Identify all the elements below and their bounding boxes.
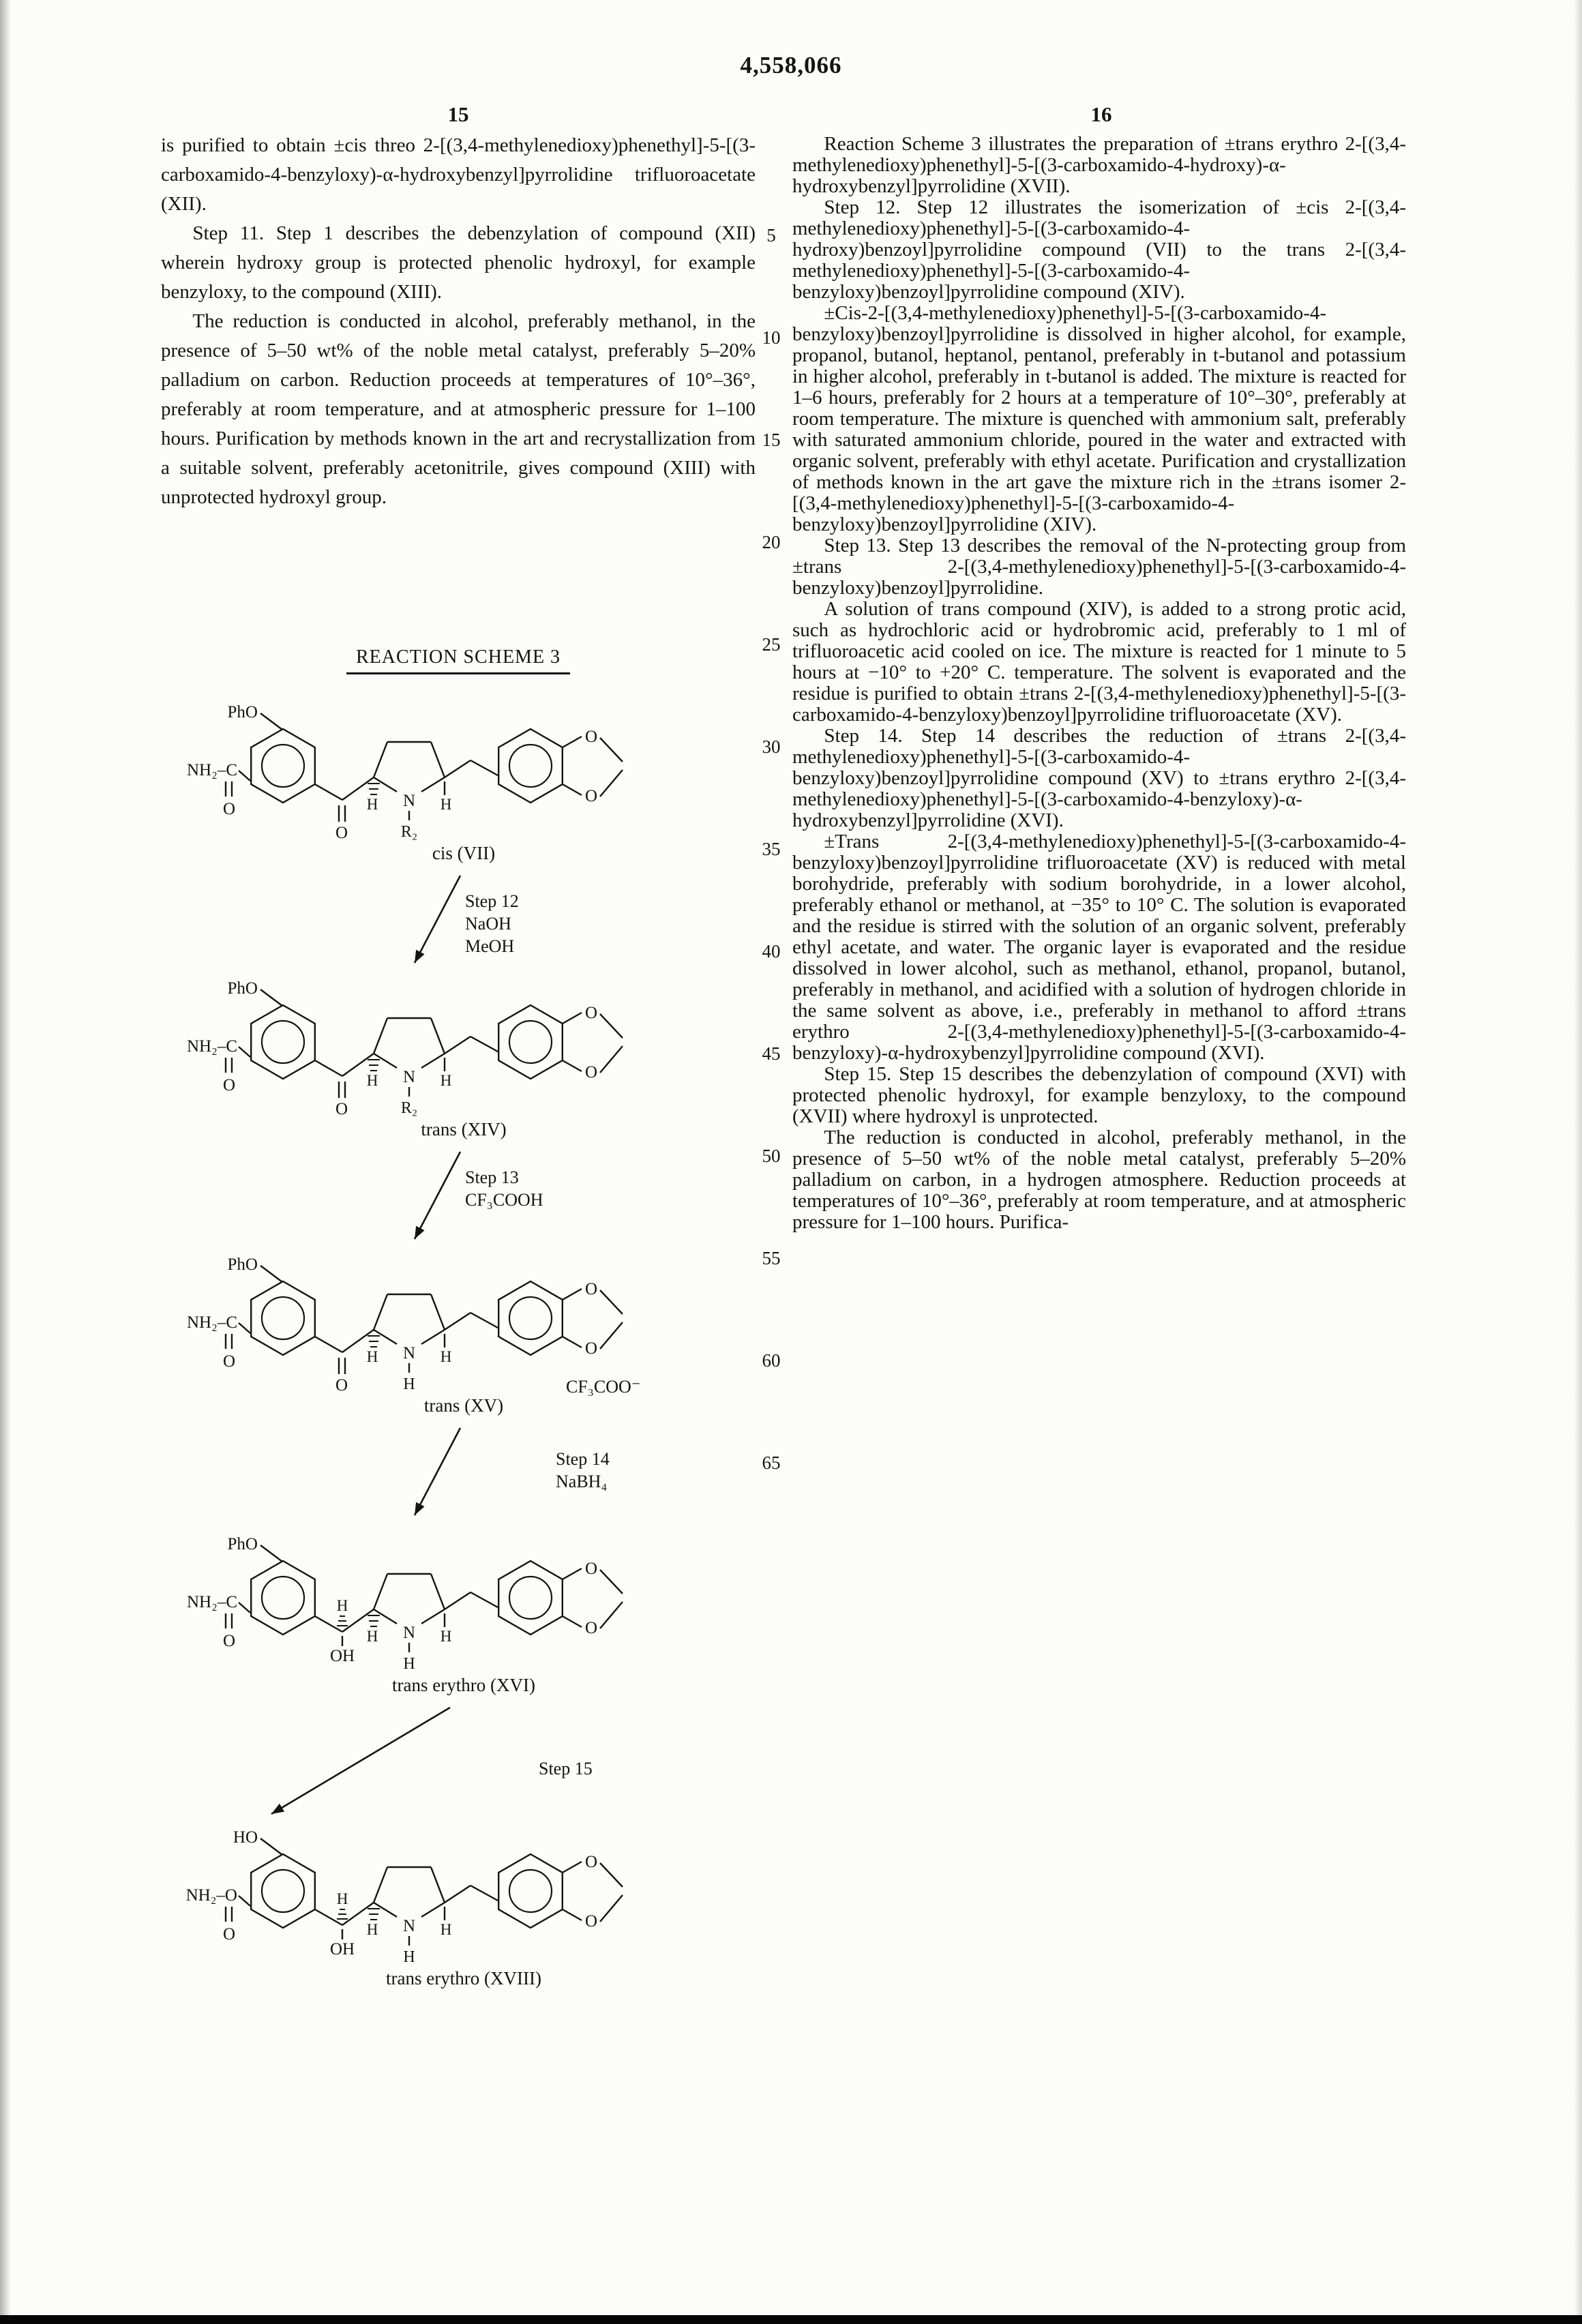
page-edge-shadow-right: [1574, 0, 1582, 2324]
bond: [415, 876, 460, 963]
nitrogen-label: N: [402, 1344, 416, 1362]
n-substituent-label: H: [403, 1948, 415, 1966]
bond: [471, 1886, 499, 1901]
paragraph: A solution of trans compound (XIV), is added to a strong protic acid, such as hydrochloric acid or hydrobromic acid, preferably to 1 ml of trifluoroacetic acid cooled on ice. The mixture is reacted for 1 minute to 5 hours at −10° to +20° C. temperature. The solvent is evaporated and the residue is purified to obtain ±trans 2-[(3,4-methylenedioxy)phenethyl]-5-[(3-carboxamido-4-benzyloxy)benzoyl]pyrrolidine trifluoroacetate (XV).: [792, 598, 1406, 726]
aromatic-circle: [262, 1870, 304, 1912]
bond: [421, 1054, 445, 1068]
step-label: NaOH: [465, 914, 511, 934]
bond: [260, 713, 282, 730]
bond: [415, 1152, 460, 1239]
atom-label: O: [585, 1004, 598, 1022]
right-column: [792, 134, 1406, 1233]
paragraph: Step 11. Step 1 describes the debenzylation of compound (XII) wherein hydroxy group is protected phenolic hydroxyl, for example benzyloxy, to the compound (XIII).: [161, 222, 756, 303]
structure-caption: trans (XV): [423, 1395, 504, 1416]
aromatic-circle: [262, 1577, 304, 1619]
bond: [374, 1018, 387, 1054]
structure-caption: trans (XIV): [421, 1119, 507, 1139]
bond: [374, 742, 387, 777]
step-label: Step 14: [556, 1449, 610, 1469]
line-number: 15: [762, 430, 781, 450]
benzene-ring: [498, 729, 563, 803]
bond: [445, 1592, 471, 1609]
nitrogen-label: N: [402, 792, 416, 810]
bond: [563, 1909, 582, 1920]
benzene-ring: [498, 1281, 563, 1355]
bond: [260, 1838, 282, 1855]
atom-label: O: [585, 1912, 598, 1931]
aromatic-circle: [509, 1297, 552, 1339]
step-label: MeOH: [465, 936, 515, 956]
n-substituent-label: H: [403, 1655, 415, 1673]
reaction-scheme-drawing: [157, 681, 757, 2017]
bond: [445, 1037, 471, 1054]
bond: [260, 1545, 282, 1562]
substituent-label: NH₂–C: [187, 1593, 237, 1611]
bond: [471, 760, 499, 776]
aromatic-circle: [262, 1297, 304, 1339]
bond: [600, 1570, 623, 1594]
atom-label: O: [585, 1560, 598, 1578]
bond: [315, 1909, 342, 1925]
scheme-structure-5: [186, 1828, 623, 1988]
line-number: 40: [762, 941, 781, 962]
aromatic-circle: [509, 1870, 552, 1912]
bond: [415, 1428, 460, 1515]
benzene-ring: [498, 1005, 563, 1079]
line-number: 5: [766, 225, 776, 245]
bond: [431, 742, 445, 777]
bond: [563, 784, 582, 795]
atom-label: H: [366, 1348, 378, 1365]
atom-label: O: [222, 1352, 236, 1371]
paragraph: Reaction Scheme 3 illustrates the preparation of ±trans erythro 2-[(3,4-methylenedioxy)phenethyl]-5-[(3-carboxamido-4-hydroxy)-α-hydroxybenzyl]pyrrolidine (XVII).: [792, 133, 1406, 197]
aromatic-circle: [509, 1577, 552, 1619]
structure-caption: trans erythro (XVI): [392, 1675, 535, 1695]
benzene-ring: [251, 1854, 315, 1928]
bond: [260, 989, 282, 1006]
paragraph: Step 13. Step 13 describes the removal of the N-protecting group from ±trans 2-[(3,4-methylenedioxy)phenethyl]-5-[(3-carboxamido-4-benzyloxy)benzoyl]pyrrolidine.: [792, 535, 1406, 599]
atom-label: H: [440, 1072, 452, 1089]
benzene-ring: [498, 1854, 563, 1928]
bond: [600, 1046, 623, 1073]
bond: [600, 1602, 623, 1628]
scheme-structure-4: [187, 1535, 623, 1695]
n-substituent-label: R₂: [400, 1099, 418, 1117]
paragraph: Step 15. Step 15 describes the debenzylation of compound (XVI) with protected phenolic hydroxyl, for example benzyloxy, to the compound (XVII) where hydroxyl is unprotected.: [792, 1063, 1406, 1127]
line-number: 25: [762, 634, 781, 655]
bond: [600, 1322, 623, 1349]
scheme-structure-3: [187, 1255, 640, 1416]
aromatic-circle: [262, 745, 304, 787]
bond: [431, 1018, 445, 1054]
atom-label: OH: [329, 1647, 355, 1665]
bond: [600, 1863, 623, 1887]
bond: [563, 1337, 582, 1347]
atom-label: H: [336, 1597, 348, 1614]
column-number-right: 16: [1090, 102, 1112, 126]
bond: [471, 1037, 499, 1052]
atom-label: H: [366, 796, 378, 813]
atom-label: H: [366, 1628, 378, 1645]
atom-label: H: [440, 1348, 452, 1365]
step-label: CF₃COOH: [465, 1190, 543, 1210]
benzene-ring: [498, 1561, 563, 1635]
bond: [315, 1060, 342, 1076]
n-substituent-label: H: [403, 1375, 415, 1393]
atom-label: O: [585, 1619, 598, 1637]
bond: [431, 1867, 445, 1903]
atom-label: H: [366, 1921, 378, 1938]
patent-number: 4,558,066: [740, 52, 842, 78]
aromatic-circle: [509, 745, 552, 787]
bond: [315, 1337, 342, 1352]
bond: [445, 1313, 471, 1330]
bond: [374, 1294, 387, 1330]
substituent-label: PhO: [227, 703, 258, 721]
line-number: 10: [762, 327, 781, 348]
substituent-label: NH₂–C: [187, 1037, 237, 1056]
scheme-structure-2: [187, 979, 623, 1139]
atom-label: H: [336, 1890, 348, 1907]
bond: [563, 1862, 582, 1873]
bond: [445, 760, 471, 777]
substituent-label: PhO: [227, 1535, 258, 1553]
page-edge-shadow-left: [0, 0, 11, 2324]
column-number-left: 15: [447, 102, 469, 126]
n-substituent-label: R₂: [400, 823, 418, 841]
bond: [563, 1616, 582, 1627]
scan-edge-bar: [0, 2315, 1582, 2324]
atom-label: O: [585, 1280, 598, 1298]
arrowhead: [271, 1804, 284, 1814]
line-number: 60: [762, 1350, 781, 1371]
bond: [471, 1592, 499, 1608]
benzene-ring: [251, 1281, 315, 1355]
atom-label: O: [585, 787, 598, 805]
bond: [239, 1603, 250, 1613]
atom-label: H: [440, 796, 452, 813]
substituent-label: NH₂–O: [185, 1886, 237, 1905]
bond: [421, 777, 445, 792]
bond: [239, 1323, 250, 1333]
atom-label: H: [366, 1072, 378, 1089]
scheme-structure-1: [187, 703, 623, 863]
line-number: 50: [762, 1146, 781, 1166]
bond: [271, 1708, 450, 1814]
reaction-scheme-title: [161, 646, 756, 674]
nitrogen-label: N: [402, 1624, 416, 1642]
substituent-label: PhO: [227, 1255, 258, 1274]
structure-caption: cis (VII): [432, 843, 496, 863]
bond: [260, 1266, 282, 1282]
paragraph: The reduction is conducted in alcohol, preferably methanol, in the presence of 5–50 wt% of the noble metal catalyst, preferably 5–20% palladium on carbon, in a hydrogen atmosphere. Reduction proceeds at temperatures of 10°–36°, preferably at room temperature, and at atmospheric pressure for 1–100 hours. Purifica-: [792, 1127, 1406, 1233]
line-number: 55: [762, 1248, 781, 1268]
atom-label: O: [335, 1100, 348, 1118]
bond: [374, 1574, 387, 1609]
bond: [421, 1330, 445, 1344]
substituent-label: HO: [233, 1828, 258, 1847]
bond: [563, 1013, 582, 1024]
bond: [431, 1294, 445, 1330]
paragraph: ±Trans 2-[(3,4-methylenedioxy)phenethyl]-5-[(3-carboxamido-4-benzyloxy)benzoyl]pyrrolidine trifluoroacetate (XV) is reduced with metal borohydride, preferably with sodium borohydride, in a lower alcohol, preferably ethanol or methanol, at −35° to 10° C. The solution is evaporated and the residue is stirred with the solution of an organic solvent, preferably ethyl acetate, and water. The organic layer is evaporated and the residue dissolved in lower alcohol, such as methanol, ethanol, propanol, butanol, preferably in methanol, and acidified with a solution of hydrogen chloride in the same solvent as above, i.e., preferably in methanol to afford ±trans erythro 2-[(3,4-methylenedioxy)phenethyl]-5-[(3-carboxamido-4-benzyloxy)-α-hydroxybenzyl]pyrrolidine compound (XVI).: [792, 831, 1406, 1064]
reaction-scheme-title-text: REACTION SCHEME 3: [346, 646, 570, 674]
substituent-label: NH₂–C: [187, 761, 237, 779]
benzene-ring: [251, 1005, 315, 1079]
bond: [563, 1289, 582, 1300]
bond: [239, 1047, 250, 1057]
paragraph: Step 12. Step 12 illustrates the isomerization of ±cis 2-[(3,4-methylenedioxy)phenethyl]-5-[(3-carboxamido-4-hydroxy)benzoyl]pyrrolidine compound (VII) to the trans 2-[(3,4-methylenedioxy)phenethyl]-5-[(3-carboxamido-4-benzyloxy)benzoyl]pyrrolidine compound (XIV).: [792, 196, 1406, 303]
substituent-label: PhO: [227, 979, 258, 998]
atom-label: O: [585, 1339, 598, 1358]
atom-label: O: [222, 1076, 236, 1094]
atom-label: O: [335, 1376, 348, 1395]
left-column: [161, 131, 756, 512]
paragraph: The reduction is conducted in alcohol, preferably methanol, in the presence of 5–50 wt% of the noble metal catalyst, preferably 5–20% palladium on carbon. Reduction proceeds at temperatures of 10°–36°, preferably at room temperature, and at atmospheric pressure for 1–100 hours. Purification by methods known in the art and recrystallization from a suitable solvent, preferably acetonitrile, gives compound (XIII) with unprotected hydroxyl group.: [161, 310, 756, 508]
nitrogen-label: N: [402, 1917, 416, 1935]
aromatic-circle: [509, 1021, 552, 1063]
bond: [471, 1313, 499, 1328]
step-label: Step 15: [539, 1759, 593, 1778]
paragraph: is purified to obtain ±cis threo 2-[(3,4-methylenedioxy)phenethyl]-5-[(3-carboxamido-4-benzyloxy)-α-hydroxybenzyl]pyrrolidine trifluoroacetate (XII).: [161, 134, 756, 215]
bond: [563, 1060, 582, 1071]
atom-label: O: [585, 1853, 598, 1871]
line-number: 35: [762, 839, 781, 859]
bond: [563, 736, 582, 747]
line-number: 30: [762, 736, 781, 757]
nitrogen-label: N: [402, 1068, 416, 1086]
atom-label: O: [222, 800, 236, 818]
arrowhead: [415, 1502, 425, 1515]
bond: [374, 1867, 387, 1903]
atom-label: O: [222, 1925, 236, 1943]
bond: [421, 1609, 445, 1624]
paragraph: ±Cis-2-[(3,4-methylenedioxy)phenethyl]-5-[(3-carboxamido-4-benzyloxy)benzoyl]pyrrolidine is dissolved in higher alcohol, for example, propanol, butanol, heptanol, pentanol, preferably in t-butanol and potassium in higher alcohol, preferably in t-butanol is added. The mixture is reacted for 1–6 hours, preferably for 2 hours at a temperature of 10°–30°, preferably at room temperature. The mixture is quenched with ammonium salt, preferably with saturated ammonium chloride, poured in the water and extracted with organic solvent, preferably with ethyl acetate. Purification and crystallization of methods known in the art gave the mixture rich in the ±trans isomer 2-[(3,4-methylenedioxy)phenethyl]-5-[(3-carboxamido-4-benzyloxy)benzoyl]pyrrolidine (XIV).: [792, 302, 1406, 535]
step-label: Step 13: [465, 1167, 519, 1187]
line-number: 65: [762, 1452, 781, 1473]
substituent-label: NH₂–C: [187, 1313, 237, 1332]
bond: [239, 771, 250, 781]
atom-label: OH: [329, 1940, 355, 1958]
benzene-ring: [251, 1561, 315, 1635]
bond: [600, 1290, 623, 1314]
aromatic-circle: [262, 1021, 304, 1063]
paragraph: Step 14. Step 14 describes the reduction of ±trans 2-[(3,4-methylenedioxy)phenethyl]-5-[(3-carboxamido-4-benzyloxy)benzoyl]pyrrolidine compound (XV) to ±trans erythro 2-[(3,4-methylenedioxy)phenethyl]-5-[(3-carboxamido-4-benzyloxy)-α-hydroxybenzyl]pyrrolidine (XVI).: [792, 725, 1406, 831]
atom-label: H: [440, 1628, 452, 1645]
bond: [563, 1568, 582, 1579]
bond: [600, 1014, 623, 1038]
line-number: 45: [762, 1043, 781, 1064]
atom-label: O: [222, 1632, 236, 1650]
bond: [315, 784, 342, 800]
atom-label: H: [440, 1921, 452, 1938]
atom-label: O: [335, 824, 348, 842]
step-label: NaBH₄: [556, 1472, 608, 1491]
atom-label: O: [585, 1063, 598, 1082]
bond: [445, 1886, 471, 1903]
reaction-scheme: [157, 681, 757, 2017]
structure-caption: trans erythro (XVIII): [386, 1968, 541, 1988]
bond: [239, 1896, 250, 1906]
atom-label: O: [585, 728, 598, 746]
step-label: Step 12: [465, 891, 519, 911]
bond: [315, 1616, 342, 1632]
bond: [600, 1895, 623, 1922]
bond: [431, 1574, 445, 1609]
counterion-label: CF₃COO⁻: [566, 1377, 641, 1397]
benzene-ring: [251, 729, 315, 803]
bond: [600, 738, 623, 762]
bond: [421, 1903, 445, 1917]
bond: [600, 770, 623, 796]
arrowhead: [415, 1226, 425, 1239]
arrowhead: [415, 950, 425, 963]
line-number: 20: [762, 532, 781, 552]
